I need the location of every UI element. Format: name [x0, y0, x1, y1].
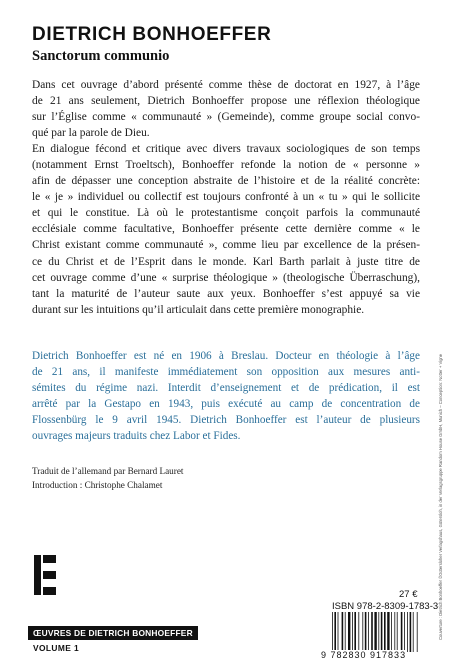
book-title: Sanctorum communio	[32, 48, 170, 64]
abstract-line: le « je » individuel ou collectif est toujours confronté à un « tu » qui le sollicite	[32, 191, 420, 204]
abstract-line: cet ouvrage comme d’une « surprise théologique » (theologische Überraschung),	[32, 271, 420, 284]
collection-label	[28, 626, 198, 653]
bio-line: Flossenbürg le 9 avril 1945. Dietrich Bonhoeffer est l’auteur de plusieurs	[32, 414, 420, 427]
abstract-line: (notamment Ernst Troeltsch), Bonhoeffer refonde la notion de « personne »	[32, 159, 420, 172]
abstract-line: sur l’Église comme « communauté » (Gemeinde), comme groupe social convo-	[32, 111, 420, 124]
bio-line: sémites du régime nazi. Interdit d’enseignement et de prédication, il est	[32, 382, 420, 395]
bio-line: de 21 ans, il manifeste immédiatement son opposition aux mesures anti-	[32, 366, 420, 379]
author-name: DIETRICH BONHOEFFER	[32, 24, 272, 45]
credits	[32, 465, 183, 492]
abstract-line: et qui le constitue. Là où le protestantisme conçoit parfois la communauté	[32, 207, 420, 220]
introduction-credit: Introduction : Christophe Chalamet	[32, 479, 163, 490]
isbn: ISBN 978-2-8309-1783-3	[332, 601, 439, 612]
abstract-line: qué par la parole de Dieu.	[32, 127, 150, 140]
side-credit	[438, 353, 446, 648]
bio-line: Dietrich Bonhoeffer est né en 1906 à Breslau. Docteur en théologie à l’âge	[32, 350, 420, 362]
abstract-line: ecclésiale comme facultative, Bonhoeffer présente cette dernière comme « le	[32, 223, 420, 236]
translator-credit: Traduit de l’allemand par Bernard Lauret	[32, 466, 184, 476]
abstract-text	[32, 77, 420, 318]
abstract-line: ce du Christ et de l’Esprit dans le monde. Karl Barth parlait à juste titre de	[32, 255, 420, 268]
abstract-line: de 21 ans seulement, Dietrich Bonhoeffer propose une réflexion théologique	[32, 95, 420, 108]
abstract-line: durant sur les intuitions qu’il articulait dans cette première monographie.	[32, 303, 365, 316]
publisher-logo	[34, 555, 56, 595]
abstract-line: Christ existant comme communauté », comme lieu par excellence de la présen-	[32, 239, 420, 252]
author-bio	[32, 348, 420, 444]
barcode-graphic	[330, 612, 420, 652]
side-credit-text: Couverture : Dietrich Bonhoeffer ©Gütersloher Verlagshaus, Gütersloh, in der Verlagsgruppe Random House GmbH, Munich – Conception: Notter + Vigne	[438, 353, 443, 640]
series-name: ŒUVRES DE DIETRICH BONHOEFFER	[28, 626, 198, 640]
bio-line: arrêté par la Gestapo en 1943, puis exécuté au camp de concentration de	[32, 398, 420, 411]
abstract-line: afin de dépasser une conception abstraite de l’histoire et de la réalité concrète:	[32, 175, 420, 188]
price: 27 €	[399, 589, 418, 600]
bio-line: ouvrages majeurs traduits chez Labor et Fides.	[32, 430, 241, 443]
abstract-line: tant la maturité de l’auteur saute aux yeux. Bonhoeffer s’est appuyé sa vie	[32, 287, 420, 300]
abstract-line: En dialogue fécond et critique avec divers travaux sociologiques de son temps	[32, 143, 420, 156]
barcode-digits: 9 782830 917833	[321, 650, 407, 660]
abstract-line: Dans cet ouvrage d’abord présenté comme thèse de doctorat en 1927, à l’âge	[32, 79, 420, 91]
volume-number: VOLUME 1	[33, 643, 80, 653]
